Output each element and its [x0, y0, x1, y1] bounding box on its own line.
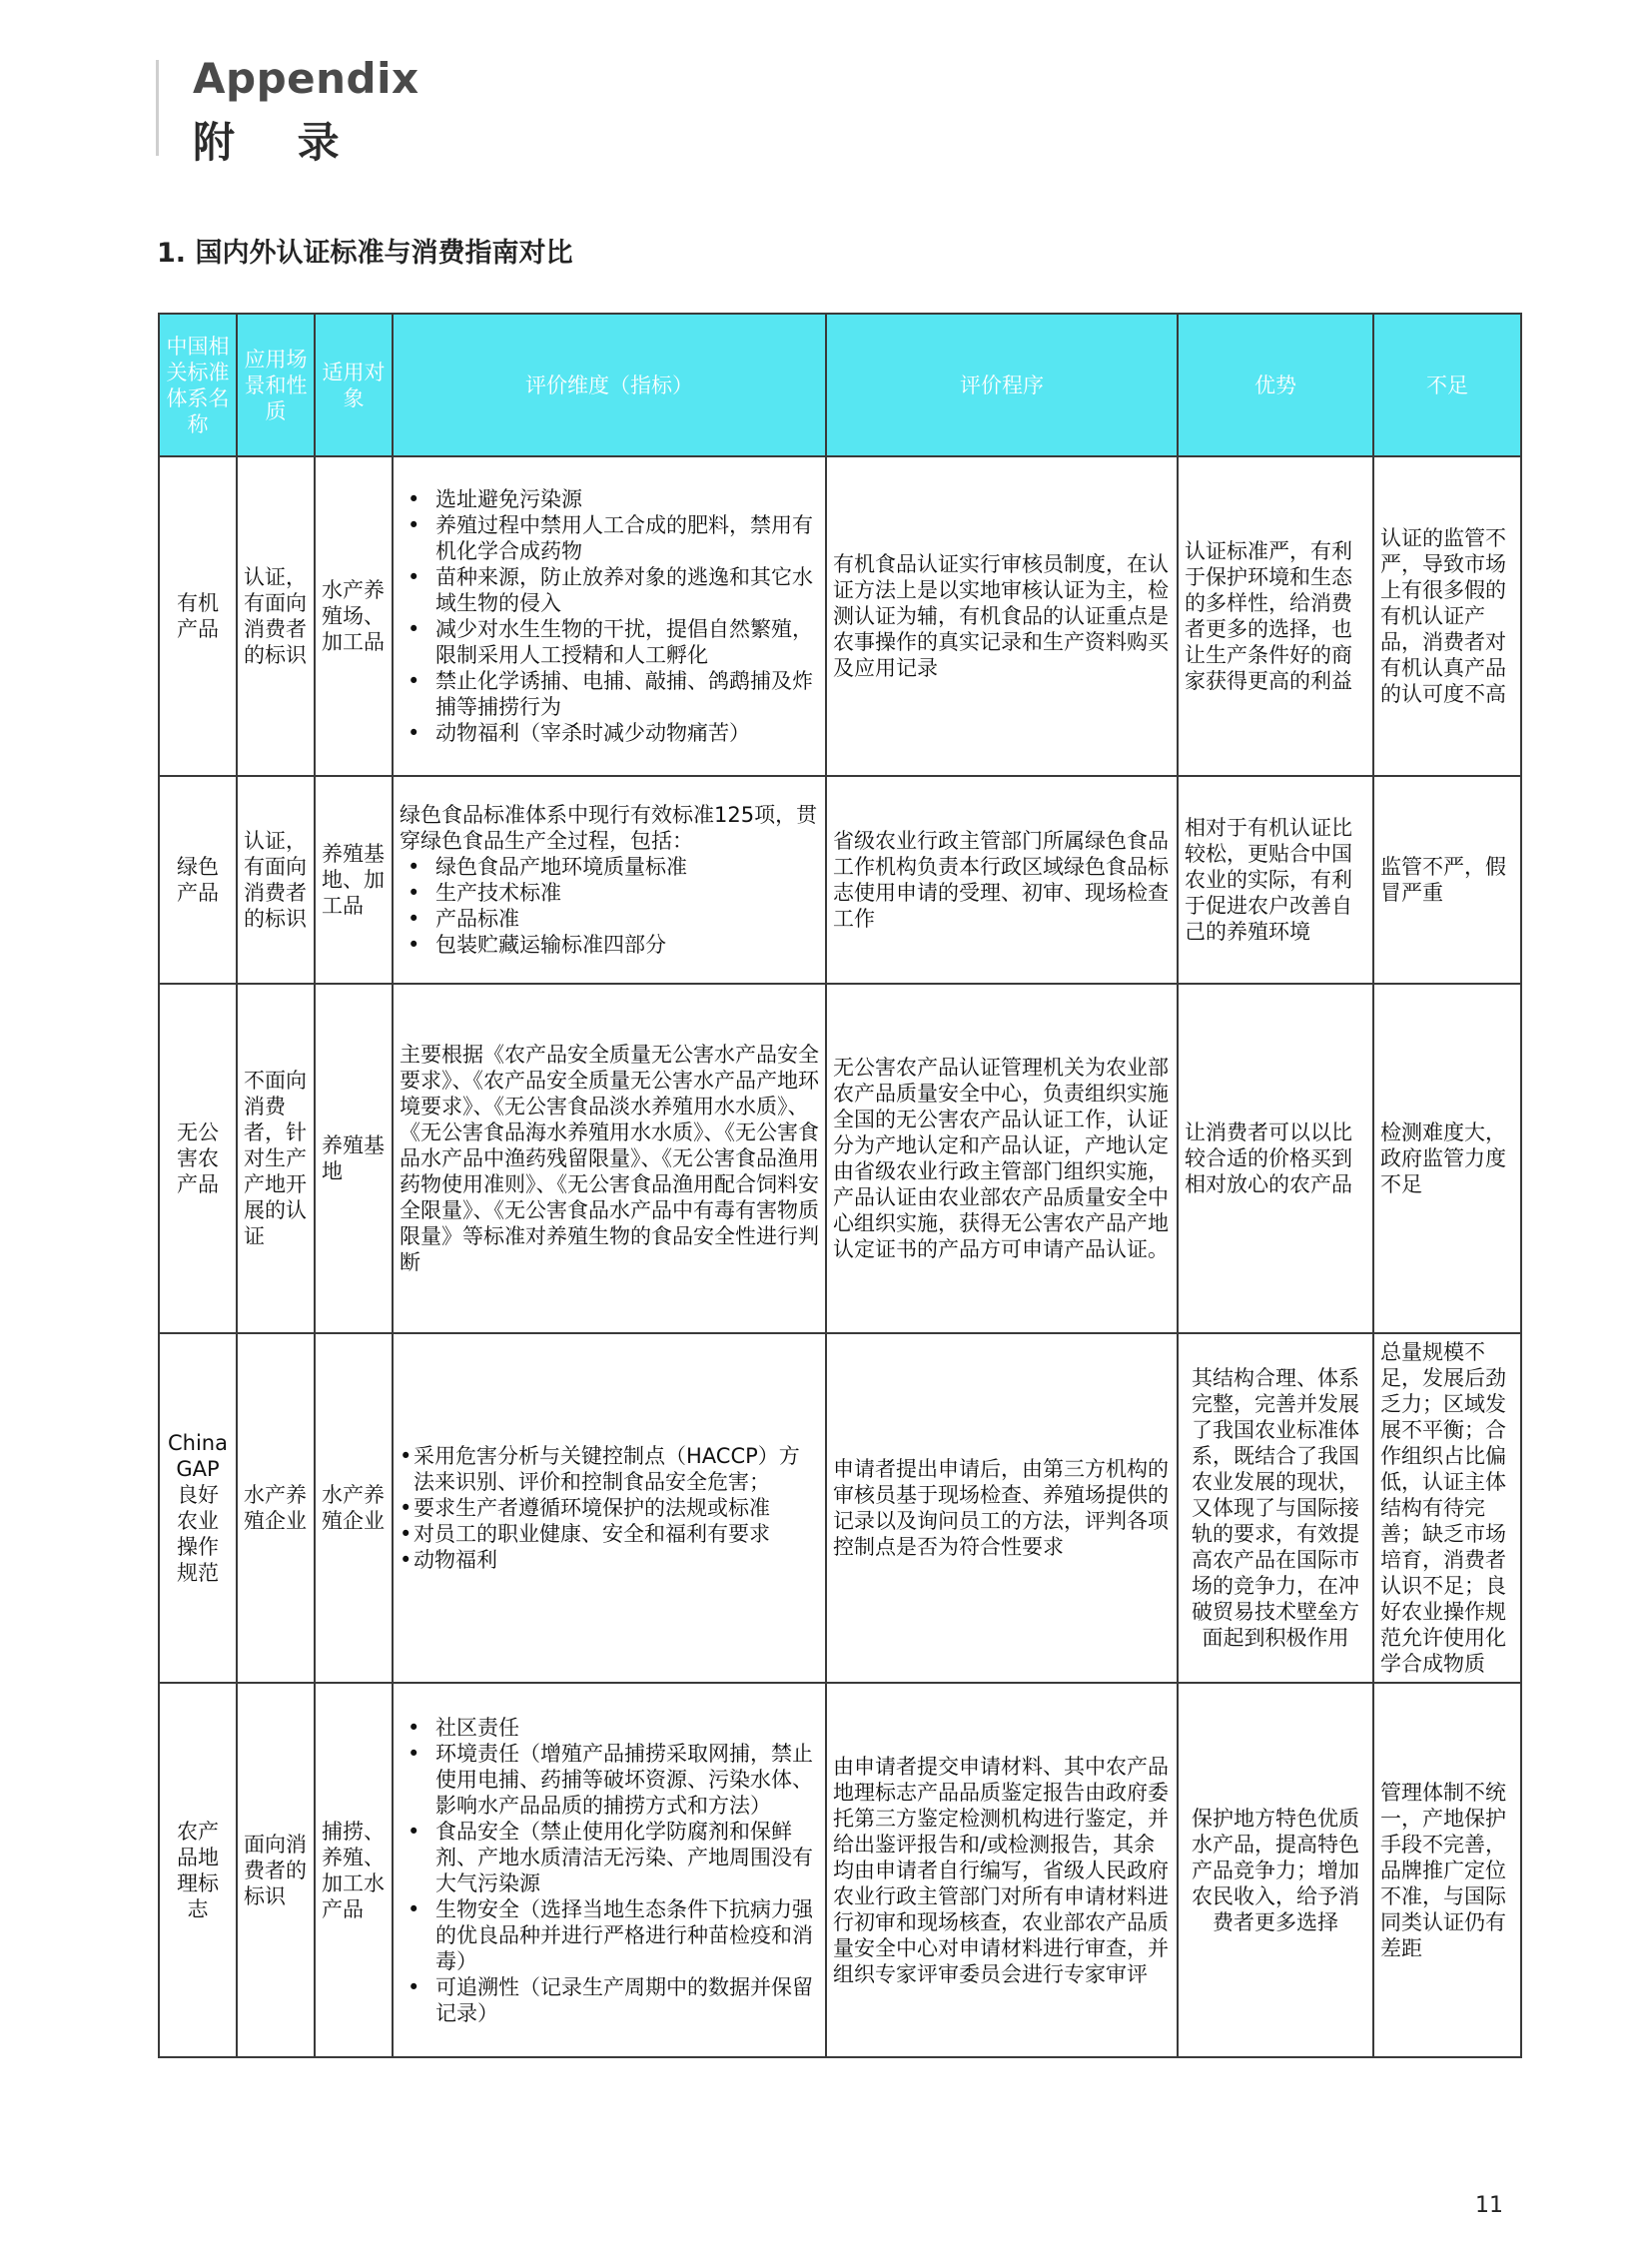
section-title: 1. 国内外认证标准与消费指南对比 — [157, 238, 573, 269]
list-item: • 可追溯性（记录生产周期中的数据并保留记录） — [435, 1974, 819, 2026]
header-advantage: 优势 — [1178, 314, 1373, 456]
scene-cell: 认证，有面向消费者的标识 — [237, 776, 315, 984]
list-item: • 养殖过程中禁用人工合成的肥料，禁用有机化学合成药物 — [435, 512, 819, 564]
scene-cell: 认证，有面向消费者的标识 — [237, 456, 315, 776]
standard-name: 农产品地理标志 — [159, 1683, 237, 2057]
standard-name: 无公害农产品 — [159, 984, 237, 1333]
list-item: • 环境责任（增殖产品捕捞采取网捕，禁止使用电捕、药捕等破坏资源、污染水体、影响水产品品质的捕捞方式和方法） — [435, 1741, 819, 1819]
list-item: • 产品标准 — [435, 906, 819, 932]
list-item: • 生物安全（选择当地生态条件下抗病力强的优良品种并进行严格进行种苗检疫和消毒） — [435, 1896, 819, 1974]
list-item: • 对员工的职业健康、安全和福利有要求 — [413, 1521, 819, 1547]
list-item: • 减少对水生生物的干扰，提倡自然繁殖，限制采用人工授精和人工孵化 — [435, 616, 819, 668]
dimensions-cell — [393, 1333, 826, 1683]
standard-name: 绿色产品 — [159, 776, 237, 984]
table-row — [159, 456, 1521, 776]
list-item: • 选址避免污染源 — [435, 486, 819, 512]
shortage-cell: 监管不严，假冒严重 — [1373, 776, 1521, 984]
header-object: 适用对象 — [315, 314, 393, 456]
table-row — [159, 1683, 1521, 2057]
list-item: • 采用危害分析与关键控制点（HACCP）方法来识别、评价和控制食品安全危害； — [413, 1443, 819, 1495]
dimensions-intro: 绿色食品标准体系中现行有效标准125项，贯穿绿色食品生产全过程，包括： — [400, 803, 818, 853]
header-standard-name: 中国相关标准体系名称 — [159, 314, 237, 456]
list-item: • 生产技术标准 — [435, 880, 819, 906]
header-shortage: 不足 — [1373, 314, 1521, 456]
list-item: • 要求生产者遵循环境保护的法规或标准 — [413, 1495, 819, 1521]
list-item: • 动物福利 — [413, 1547, 819, 1573]
scene-cell: 水产养殖企业 — [237, 1333, 315, 1683]
list-item: • 包装贮藏运输标准四部分 — [435, 932, 819, 958]
standard-name: China GAP 良好农业操作规范 — [159, 1333, 237, 1683]
table-row — [159, 1333, 1521, 1683]
advantage-cell: 相对于有机认证比较松，更贴合中国农业的实际，有利于促进农户改善自己的养殖环境 — [1178, 776, 1373, 984]
dimensions-cell — [393, 776, 826, 984]
header-rule — [156, 60, 159, 156]
object-cell: 养殖基地、加工品 — [315, 776, 393, 984]
procedure-cell: 由申请者提交申请材料、其中农产品地理标志产品品质鉴定报告由政府委托第三方鉴定检测机构进行鉴定，并给出鉴评报告和/或检测报告，其余均由申请者自行编写，省级人民政府农业行政主管部门对所有申请材料进行初审和现场核查，农业部农产品质量安全中心对申请材料进行审查，并组织专家评审委员会进行专家审评 — [826, 1683, 1178, 2057]
header-scene: 应用场景和性质 — [237, 314, 315, 456]
list-item: • 绿色食品产地环境质量标准 — [435, 854, 819, 880]
dimensions-cell: 主要根据《农产品安全质量无公害水产品安全要求》、《农产品安全质量无公害水产品产地环境要求》、《无公害食品淡水养殖用水水质》、《无公害食品海水养殖用水水质》、《无公害食品水产品中渔药残留限量》、《无公害食品渔用药物使用准则》、《无公害食品渔用配合饲料安全限量》、《无公害食品水产品中有毒有害物质限量》等标准对养殖生物的食品安全性进行判断 — [393, 984, 826, 1333]
dimensions-list — [400, 854, 819, 958]
scene-cell: 不面向消费者，针对生产产地开展的认证 — [237, 984, 315, 1333]
list-item: • 苗种来源，防止放养对象的逃逸和其它水域生物的侵入 — [435, 564, 819, 616]
table-row — [159, 984, 1521, 1333]
header-procedure: 评价程序 — [826, 314, 1178, 456]
shortage-cell: 认证的监管不严，导致市场上有很多假的有机认证产品，消费者对有机认真产品的认可度不高 — [1373, 456, 1521, 776]
object-cell: 养殖基地 — [315, 984, 393, 1333]
header-dimensions: 评价维度（指标） — [393, 314, 826, 456]
comparison-table — [158, 313, 1522, 2058]
shortage-cell: 总量规模不足，发展后劲乏力；区域发展不平衡；合作组织占比偏低，认证主体结构有待完善；缺乏市场培育，消费者认识不足；良好农业操作规范允许使用化学合成物质 — [1373, 1333, 1521, 1683]
shortage-cell: 检测难度大，政府监管力度不足 — [1373, 984, 1521, 1333]
list-item: • 动物福利（宰杀时减少动物痛苦） — [435, 720, 819, 746]
procedure-cell: 省级农业行政主管部门所属绿色食品工作机构负责本行政区域绿色食品标志使用申请的受理、初审、现场检查工作 — [826, 776, 1178, 984]
object-cell: 水产养殖场、加工品 — [315, 456, 393, 776]
advantage-cell: 其结构合理、体系完整，完善并发展了我国农业标准体系，既结合了我国农业发展的现状，又体现了与国际接轨的要求，有效提高农产品在国际市场的竞争力，在冲破贸易技术壁垒方面起到积极作用 — [1178, 1333, 1373, 1683]
dimensions-list — [400, 1715, 819, 2026]
scene-cell: 面向消费者的标识 — [237, 1683, 315, 2057]
shortage-cell: 管理体制不统一，产地保护手段不完善，品牌推广定位不准，与国际同类认证仍有差距 — [1373, 1683, 1521, 2057]
list-item: • 食品安全（禁止使用化学防腐剂和保鲜剂、产地水质清洁无污染、产地周围没有大气污染源 — [435, 1819, 819, 1896]
table-header-row — [159, 314, 1521, 456]
advantage-cell: 让消费者可以以比较合适的价格买到相对放心的农产品 — [1178, 984, 1373, 1333]
appendix-title-zh: 附 录 — [193, 118, 364, 167]
object-cell: 捕捞、养殖、加工水产品 — [315, 1683, 393, 2057]
list-item: • 禁止化学诱捕、电捕、敲捕、鸽鹉捕及炸捕等捕捞行为 — [435, 668, 819, 720]
procedure-cell: 无公害农产品认证管理机关为农业部农产品质量安全中心，负责组织实施全国的无公害农产品认证工作，认证分为产地认定和产品认证，产地认定由省级农业行政主管部门组织实施，产品认证由农业部农产品质量安全中心组织实施，获得无公害农产品产地认定证书的产品方可申请产品认证。 — [826, 984, 1178, 1333]
dimensions-list — [400, 486, 819, 746]
dimensions-list — [400, 1443, 819, 1573]
object-cell: 水产养殖企业 — [315, 1333, 393, 1683]
procedure-cell: 申请者提出申请后，由第三方机构的审核员基于现场检查、养殖场提供的记录以及询问员工的方法，评判各项控制点是否为符合性要求 — [826, 1333, 1178, 1683]
procedure-cell: 有机食品认证实行审核员制度，在认证方法上是以实地审核认证为主，检测认证为辅，有机食品的认证重点是农事操作的真实记录和生产资料购买及应用记录 — [826, 456, 1178, 776]
dimensions-cell — [393, 456, 826, 776]
advantage-cell: 保护地方特色优质水产品，提高特色产品竞争力；增加农民收入，给予消费者更多选择 — [1178, 1683, 1373, 2057]
advantage-cell: 认证标准严，有利于保护环境和生态的多样性，给消费者更多的选择，也让生产条件好的商家获得更高的利益 — [1178, 456, 1373, 776]
page-number: 11 — [1475, 2193, 1503, 2218]
standard-name: 有机产品 — [159, 456, 237, 776]
table-row — [159, 776, 1521, 984]
appendix-title-en: Appendix — [193, 54, 419, 103]
list-item: • 社区责任 — [435, 1715, 819, 1741]
dimensions-cell — [393, 1683, 826, 2057]
